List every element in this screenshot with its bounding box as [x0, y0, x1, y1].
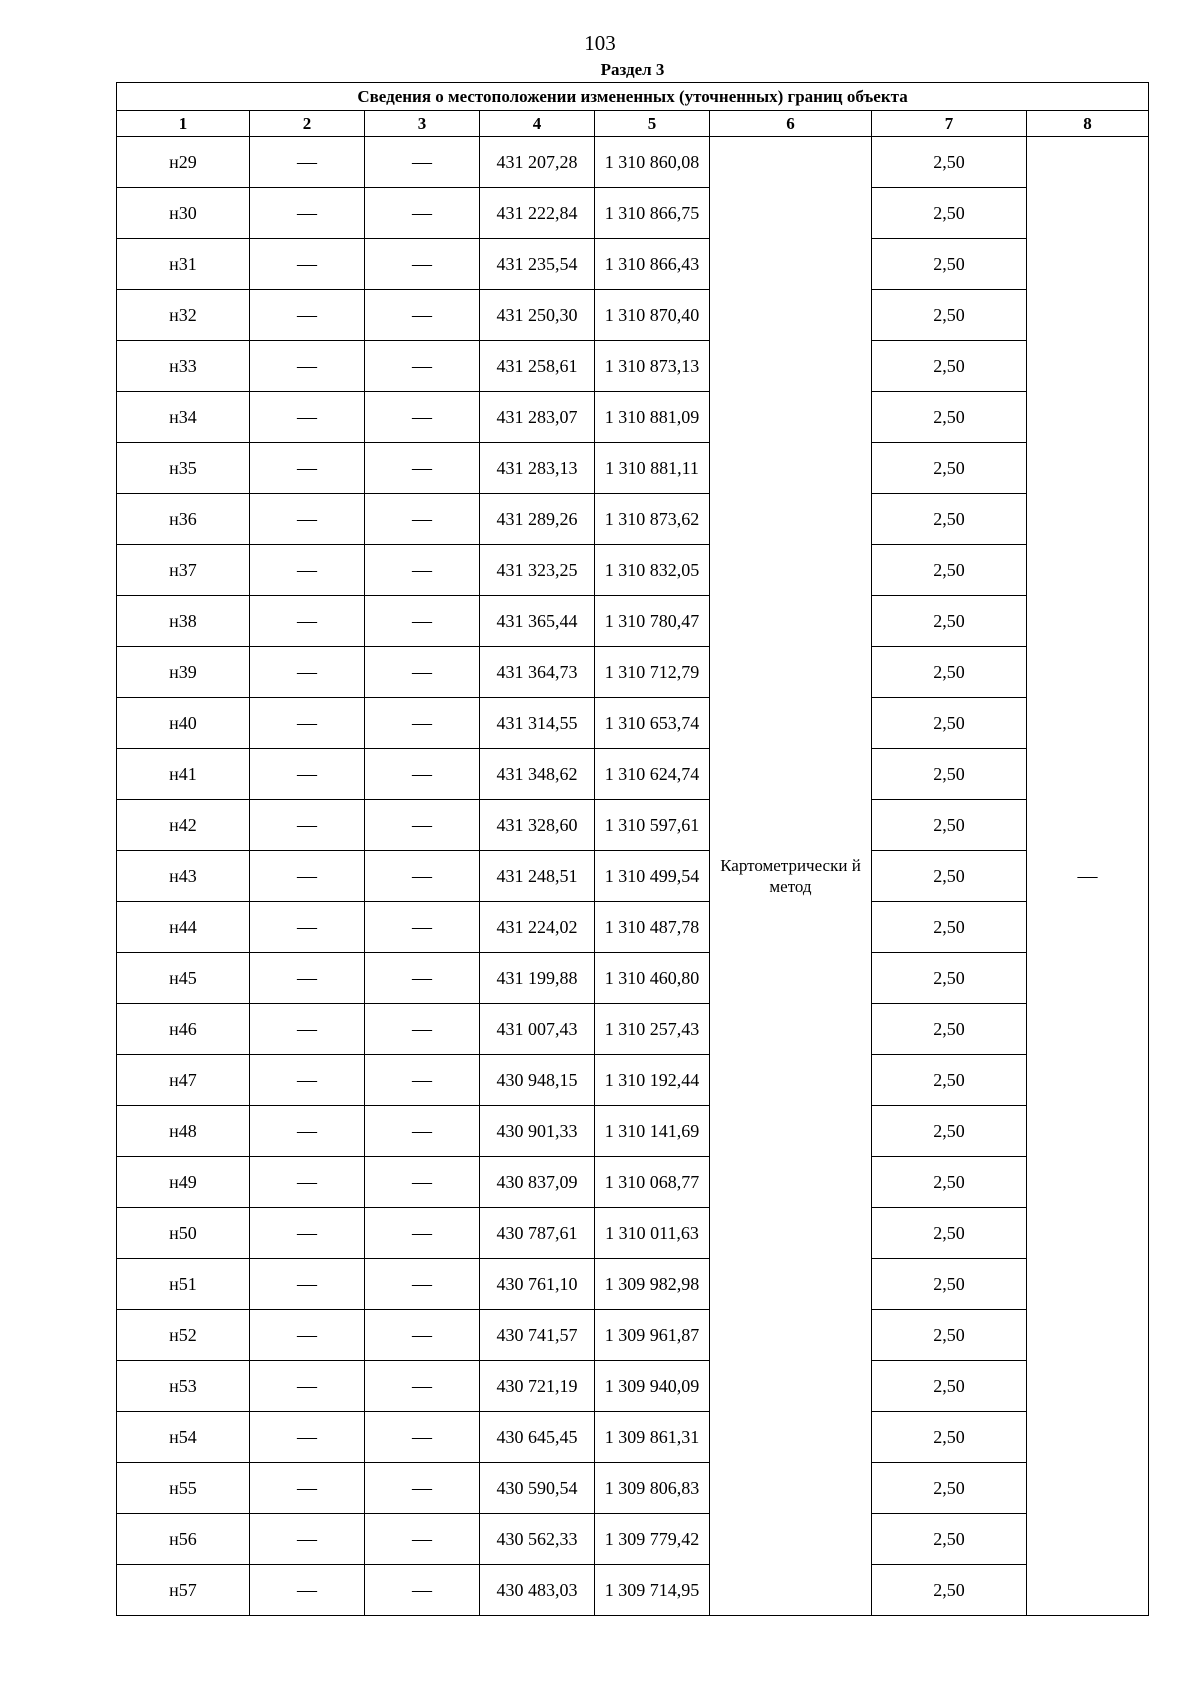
accuracy-cell: 2,50	[872, 851, 1027, 902]
point-name-cell: н36	[117, 494, 250, 545]
empty-dash-cell: —	[250, 1106, 365, 1157]
empty-dash-cell: —	[365, 1565, 480, 1616]
x-coordinate-cell: 431 224,02	[480, 902, 595, 953]
table-row	[117, 137, 1149, 188]
table-row	[117, 1004, 1149, 1055]
point-name-cell: н42	[117, 800, 250, 851]
empty-dash-cell: —	[365, 290, 480, 341]
point-name-cell: н53	[117, 1361, 250, 1412]
table-row	[117, 1106, 1149, 1157]
table-row	[117, 1412, 1149, 1463]
table-row	[117, 1361, 1149, 1412]
table-row	[117, 443, 1149, 494]
y-coordinate-cell: 1 310 881,09	[595, 392, 710, 443]
empty-dash-cell: —	[250, 647, 365, 698]
empty-dash-cell: —	[250, 1310, 365, 1361]
accuracy-cell: 2,50	[872, 443, 1027, 494]
accuracy-cell: 2,50	[872, 1514, 1027, 1565]
empty-dash-cell: —	[365, 1055, 480, 1106]
accuracy-cell: 2,50	[872, 1055, 1027, 1106]
column-8-cell: —	[1027, 137, 1149, 1616]
empty-dash-cell: —	[365, 1259, 480, 1310]
point-name-cell: н55	[117, 1463, 250, 1514]
empty-dash-cell: —	[250, 596, 365, 647]
point-name-cell: н41	[117, 749, 250, 800]
table-row	[117, 494, 1149, 545]
empty-dash-cell: —	[250, 494, 365, 545]
table-row	[117, 239, 1149, 290]
table-row	[117, 1463, 1149, 1514]
point-name-cell: н34	[117, 392, 250, 443]
empty-dash-cell: —	[250, 1157, 365, 1208]
accuracy-cell: 2,50	[872, 1412, 1027, 1463]
x-coordinate-cell: 431 289,26	[480, 494, 595, 545]
empty-dash-cell: —	[365, 749, 480, 800]
table-row	[117, 1055, 1149, 1106]
x-coordinate-cell: 430 948,15	[480, 1055, 595, 1106]
empty-dash-cell: —	[365, 1106, 480, 1157]
empty-dash-cell: —	[365, 800, 480, 851]
y-coordinate-cell: 1 310 866,43	[595, 239, 710, 290]
x-coordinate-cell: 431 207,28	[480, 137, 595, 188]
empty-dash-cell: —	[365, 1310, 480, 1361]
column-header-8: 8	[1027, 111, 1149, 137]
accuracy-cell: 2,50	[872, 596, 1027, 647]
empty-dash-cell: —	[250, 290, 365, 341]
point-name-cell: н32	[117, 290, 250, 341]
table-row	[117, 953, 1149, 1004]
coordinates-table	[116, 82, 1149, 1616]
empty-dash-cell: —	[250, 749, 365, 800]
point-name-cell: н54	[117, 1412, 250, 1463]
accuracy-cell: 2,50	[872, 494, 1027, 545]
accuracy-cell: 2,50	[872, 1004, 1027, 1055]
point-name-cell: н35	[117, 443, 250, 494]
empty-dash-cell: —	[365, 647, 480, 698]
empty-dash-cell: —	[250, 1463, 365, 1514]
y-coordinate-cell: 1 310 011,63	[595, 1208, 710, 1259]
empty-dash-cell: —	[365, 494, 480, 545]
point-name-cell: н49	[117, 1157, 250, 1208]
empty-dash-cell: —	[250, 392, 365, 443]
table-row	[117, 1157, 1149, 1208]
empty-dash-cell: —	[365, 392, 480, 443]
x-coordinate-cell: 430 645,45	[480, 1412, 595, 1463]
table-caption: Сведения о местоположении измененных (уточненных) границ объекта	[117, 83, 1149, 111]
accuracy-cell: 2,50	[872, 1208, 1027, 1259]
empty-dash-cell: —	[250, 1361, 365, 1412]
x-coordinate-cell: 431 235,54	[480, 239, 595, 290]
x-coordinate-cell: 430 483,03	[480, 1565, 595, 1616]
x-coordinate-cell: 431 283,13	[480, 443, 595, 494]
point-name-cell: н29	[117, 137, 250, 188]
x-coordinate-cell: 430 590,54	[480, 1463, 595, 1514]
accuracy-cell: 2,50	[872, 1463, 1027, 1514]
x-coordinate-cell: 431 199,88	[480, 953, 595, 1004]
empty-dash-cell: —	[365, 188, 480, 239]
accuracy-cell: 2,50	[872, 1157, 1027, 1208]
empty-dash-cell: —	[365, 443, 480, 494]
point-name-cell: н40	[117, 698, 250, 749]
method-cell: Картометрически й метод	[710, 137, 872, 1616]
table-row	[117, 698, 1149, 749]
y-coordinate-cell: 1 310 257,43	[595, 1004, 710, 1055]
empty-dash-cell: —	[365, 545, 480, 596]
accuracy-cell: 2,50	[872, 1565, 1027, 1616]
x-coordinate-cell: 430 721,19	[480, 1361, 595, 1412]
empty-dash-cell: —	[365, 1463, 480, 1514]
y-coordinate-cell: 1 309 861,31	[595, 1412, 710, 1463]
empty-dash-cell: —	[365, 902, 480, 953]
x-coordinate-cell: 431 323,25	[480, 545, 595, 596]
accuracy-cell: 2,50	[872, 698, 1027, 749]
point-name-cell: н45	[117, 953, 250, 1004]
table-row	[117, 647, 1149, 698]
empty-dash-cell: —	[250, 1412, 365, 1463]
x-coordinate-cell: 430 761,10	[480, 1259, 595, 1310]
table-row	[117, 800, 1149, 851]
empty-dash-cell: —	[250, 545, 365, 596]
empty-dash-cell: —	[250, 1004, 365, 1055]
accuracy-cell: 2,50	[872, 800, 1027, 851]
table-row	[117, 188, 1149, 239]
x-coordinate-cell: 430 562,33	[480, 1514, 595, 1565]
column-header-4: 4	[480, 111, 595, 137]
x-coordinate-cell: 431 007,43	[480, 1004, 595, 1055]
y-coordinate-cell: 1 310 780,47	[595, 596, 710, 647]
accuracy-cell: 2,50	[872, 545, 1027, 596]
table-row	[117, 596, 1149, 647]
x-coordinate-cell: 431 248,51	[480, 851, 595, 902]
empty-dash-cell: —	[250, 800, 365, 851]
page-number: 103	[584, 31, 616, 55]
accuracy-cell: 2,50	[872, 1106, 1027, 1157]
point-name-cell: н57	[117, 1565, 250, 1616]
table-row	[117, 1259, 1149, 1310]
empty-dash-cell: —	[365, 698, 480, 749]
point-name-cell: н46	[117, 1004, 250, 1055]
point-name-cell: н30	[117, 188, 250, 239]
x-coordinate-cell: 431 365,44	[480, 596, 595, 647]
x-coordinate-cell: 430 787,61	[480, 1208, 595, 1259]
y-coordinate-cell: 1 310 068,77	[595, 1157, 710, 1208]
empty-dash-cell: —	[250, 137, 365, 188]
y-coordinate-cell: 1 310 487,78	[595, 902, 710, 953]
y-coordinate-cell: 1 310 192,44	[595, 1055, 710, 1106]
y-coordinate-cell: 1 310 712,79	[595, 647, 710, 698]
empty-dash-cell: —	[365, 137, 480, 188]
accuracy-cell: 2,50	[872, 341, 1027, 392]
column-header-1: 1	[117, 111, 250, 137]
y-coordinate-cell: 1 309 806,83	[595, 1463, 710, 1514]
accuracy-cell: 2,50	[872, 392, 1027, 443]
x-coordinate-cell: 431 314,55	[480, 698, 595, 749]
point-name-cell: н56	[117, 1514, 250, 1565]
empty-dash-cell: —	[365, 851, 480, 902]
point-name-cell: н52	[117, 1310, 250, 1361]
y-coordinate-cell: 1 310 873,13	[595, 341, 710, 392]
x-coordinate-cell: 431 258,61	[480, 341, 595, 392]
point-name-cell: н48	[117, 1106, 250, 1157]
section-title: Раздел 3	[600, 60, 665, 79]
point-name-cell: н38	[117, 596, 250, 647]
x-coordinate-cell: 431 283,07	[480, 392, 595, 443]
column-header-3: 3	[365, 111, 480, 137]
accuracy-cell: 2,50	[872, 902, 1027, 953]
table-row	[117, 1310, 1149, 1361]
empty-dash-cell: —	[365, 953, 480, 1004]
point-name-cell: н51	[117, 1259, 250, 1310]
table-header-row	[117, 111, 1149, 137]
y-coordinate-cell: 1 310 499,54	[595, 851, 710, 902]
empty-dash-cell: —	[250, 443, 365, 494]
column-header-5: 5	[595, 111, 710, 137]
empty-dash-cell: —	[250, 1055, 365, 1106]
point-name-cell: н33	[117, 341, 250, 392]
y-coordinate-cell: 1 310 653,74	[595, 698, 710, 749]
y-coordinate-cell: 1 310 597,61	[595, 800, 710, 851]
empty-dash-cell: —	[250, 698, 365, 749]
empty-dash-cell: —	[365, 596, 480, 647]
table-row	[117, 902, 1149, 953]
empty-dash-cell: —	[250, 1565, 365, 1616]
y-coordinate-cell: 1 309 779,42	[595, 1514, 710, 1565]
empty-dash-cell: —	[365, 1208, 480, 1259]
point-name-cell: н50	[117, 1208, 250, 1259]
x-coordinate-cell: 431 364,73	[480, 647, 595, 698]
column-header-2: 2	[250, 111, 365, 137]
y-coordinate-cell: 1 310 860,08	[595, 137, 710, 188]
y-coordinate-cell: 1 310 832,05	[595, 545, 710, 596]
accuracy-cell: 2,50	[872, 188, 1027, 239]
table-row	[117, 290, 1149, 341]
empty-dash-cell: —	[250, 1208, 365, 1259]
y-coordinate-cell: 1 310 873,62	[595, 494, 710, 545]
y-coordinate-cell: 1 310 141,69	[595, 1106, 710, 1157]
point-name-cell: н37	[117, 545, 250, 596]
empty-dash-cell: —	[365, 1361, 480, 1412]
accuracy-cell: 2,50	[872, 1259, 1027, 1310]
y-coordinate-cell: 1 309 940,09	[595, 1361, 710, 1412]
y-coordinate-cell: 1 310 624,74	[595, 749, 710, 800]
table-row	[117, 851, 1149, 902]
column-header-6: 6	[710, 111, 872, 137]
x-coordinate-cell: 431 328,60	[480, 800, 595, 851]
accuracy-cell: 2,50	[872, 290, 1027, 341]
empty-dash-cell: —	[365, 1514, 480, 1565]
accuracy-cell: 2,50	[872, 1361, 1027, 1412]
point-name-cell: н39	[117, 647, 250, 698]
point-name-cell: н43	[117, 851, 250, 902]
empty-dash-cell: —	[250, 239, 365, 290]
point-name-cell: н47	[117, 1055, 250, 1106]
y-coordinate-cell: 1 310 866,75	[595, 188, 710, 239]
empty-dash-cell: —	[250, 1259, 365, 1310]
empty-dash-cell: —	[250, 188, 365, 239]
y-coordinate-cell: 1 310 881,11	[595, 443, 710, 494]
table-row	[117, 341, 1149, 392]
column-header-7: 7	[872, 111, 1027, 137]
accuracy-cell: 2,50	[872, 137, 1027, 188]
empty-dash-cell: —	[365, 1004, 480, 1055]
y-coordinate-cell: 1 309 982,98	[595, 1259, 710, 1310]
point-name-cell: н31	[117, 239, 250, 290]
x-coordinate-cell: 431 222,84	[480, 188, 595, 239]
table-row	[117, 1514, 1149, 1565]
point-name-cell: н44	[117, 902, 250, 953]
empty-dash-cell: —	[250, 341, 365, 392]
accuracy-cell: 2,50	[872, 1310, 1027, 1361]
empty-dash-cell: —	[250, 902, 365, 953]
accuracy-cell: 2,50	[872, 647, 1027, 698]
empty-dash-cell: —	[250, 1514, 365, 1565]
y-coordinate-cell: 1 309 714,95	[595, 1565, 710, 1616]
y-coordinate-cell: 1 310 870,40	[595, 290, 710, 341]
accuracy-cell: 2,50	[872, 953, 1027, 1004]
table-row	[117, 1565, 1149, 1616]
table-caption-row	[117, 83, 1149, 111]
x-coordinate-cell: 430 837,09	[480, 1157, 595, 1208]
x-coordinate-cell: 431 250,30	[480, 290, 595, 341]
accuracy-cell: 2,50	[872, 749, 1027, 800]
empty-dash-cell: —	[365, 239, 480, 290]
empty-dash-cell: —	[250, 953, 365, 1004]
table-row	[117, 545, 1149, 596]
empty-dash-cell: —	[250, 851, 365, 902]
empty-dash-cell: —	[365, 341, 480, 392]
table-body	[117, 83, 1149, 1616]
empty-dash-cell: —	[365, 1412, 480, 1463]
accuracy-cell: 2,50	[872, 239, 1027, 290]
table-row	[117, 749, 1149, 800]
table-row	[117, 1208, 1149, 1259]
y-coordinate-cell: 1 310 460,80	[595, 953, 710, 1004]
x-coordinate-cell: 431 348,62	[480, 749, 595, 800]
table-row	[117, 392, 1149, 443]
empty-dash-cell: —	[365, 1157, 480, 1208]
y-coordinate-cell: 1 309 961,87	[595, 1310, 710, 1361]
x-coordinate-cell: 430 741,57	[480, 1310, 595, 1361]
x-coordinate-cell: 430 901,33	[480, 1106, 595, 1157]
